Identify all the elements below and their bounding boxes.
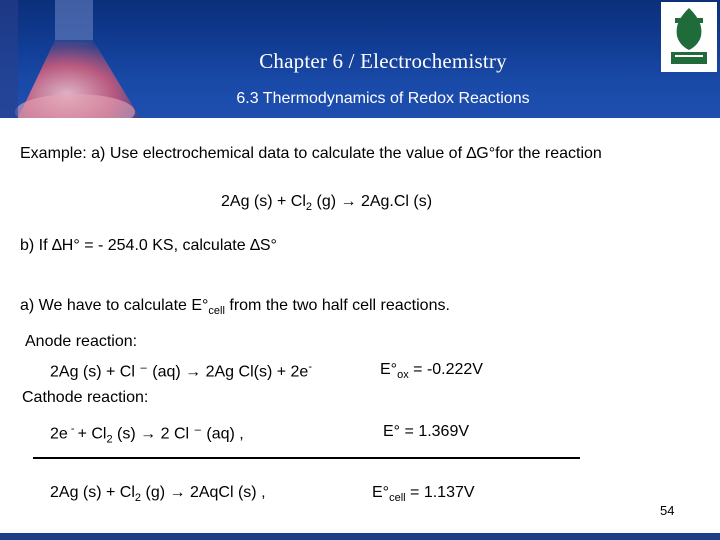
cathode-equation: 2e $^- + Cl_2$ (s) → 2 Cl ⁻ (aq) ,	[50, 423, 244, 446]
page-number: 54	[660, 503, 675, 518]
footer-bar	[0, 533, 720, 540]
reaction-equation: 2Ag $(s) + Cl_2$ (g) → 2Ag.Cl (s)	[221, 193, 433, 214]
cell-potential: $E^\circ_{cell} = 1.137V$	[372, 484, 475, 505]
solution-intro: a) We have to calculate $E^\circ_{cell}$ from the two half cell reactions.	[20, 297, 450, 318]
anode-potential: $E^\circ_{ox} = -0.222V$	[380, 361, 483, 382]
sum-divider	[33, 457, 580, 459]
example-question-b: b) If ∆H° = - 254.0 KS, calculate ∆S°	[20, 237, 277, 254]
anode-equation: 2Ag (s) + Cl ⁻ (aq) → 2Ag Cl(s) + 2e-	[50, 361, 312, 381]
slide-subtitle: 6.3 Thermodynamics of Redox Reactions	[236, 90, 530, 107]
cathode-label: Cathode reaction:	[22, 389, 149, 406]
slide-header	[0, 0, 720, 118]
cathode-potential: E° = 1.369V	[383, 423, 470, 440]
slide-title: Chapter 6 / Electrochemistry	[259, 49, 507, 73]
anode-label: Anode reaction:	[25, 333, 138, 350]
example-question-a: Example: a) Use electrochemical data to calculate the value of ∆G°for the reaction	[20, 145, 602, 162]
overall-equation: 2Ag $(s) + Cl_2$ (g) → 2AqCl (s) ,	[50, 484, 266, 505]
